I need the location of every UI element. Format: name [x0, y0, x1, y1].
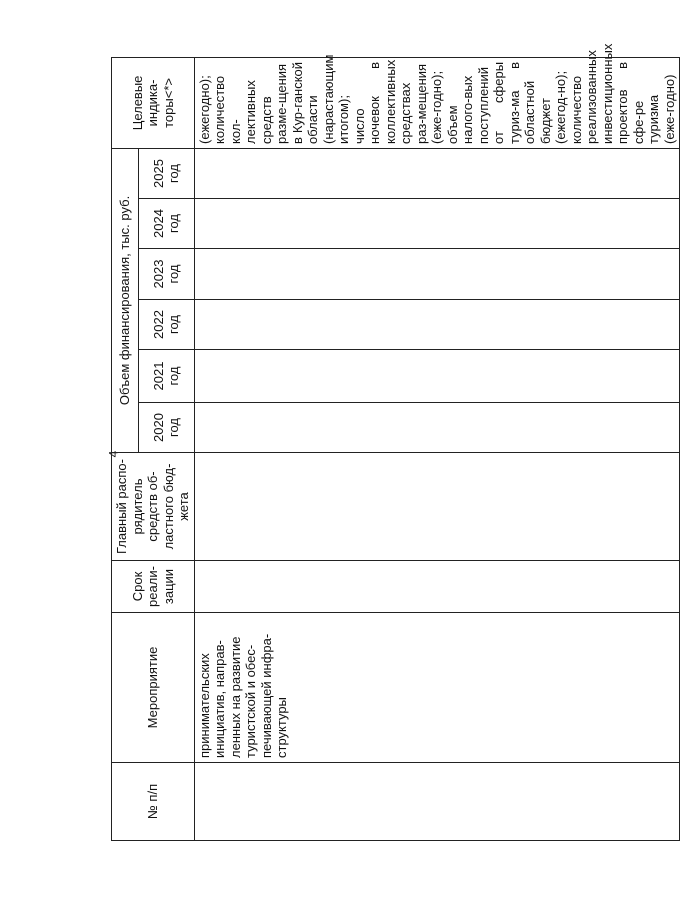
header-year-2021: 2021 год	[139, 350, 194, 403]
header-admin: Главный распо-рядитель средств об-ластного бюд-жета	[112, 453, 195, 561]
header-event: Мероприятие	[112, 613, 195, 763]
row-num	[194, 763, 680, 841]
row-event: принимательских инициатив, направ-ленных на развитие туристской и обес-печивающей инфра-структуры	[194, 613, 680, 763]
row-year-2023	[194, 249, 680, 300]
header-num: № п/п	[112, 763, 195, 841]
header-year-2020: 2020 год	[139, 403, 194, 453]
header-year-2024: 2024 год	[139, 199, 194, 249]
row-term	[194, 561, 680, 613]
row-year-2022	[194, 300, 680, 350]
rotated-table-wrapper	[111, 43, 677, 841]
row-year-2020	[194, 403, 680, 453]
header-year-2025: 2025 год	[139, 148, 194, 198]
row-year-2024	[194, 199, 680, 249]
page-number: 4	[106, 450, 121, 458]
row-year-2025	[194, 148, 680, 198]
row-admin	[194, 453, 680, 561]
row-year-2021	[194, 350, 680, 403]
header-year-2022: 2022 год	[139, 300, 194, 350]
header-indicators: Целевые индика-торы<*>	[112, 57, 195, 148]
row-indicators: (ежегодно); количество кол-лективных средств разме-щения в Кур-ганской области (нарастающим итогом); число ночевок в коллективных средствах раз-мещения (еже-годно); объем налого-вых поступлений от сферы туриз-ма в областной бюджет (ежегод-но); количество реализованных инвестиционных проектов в сфе-ре туризма (еже-годно)	[194, 57, 680, 148]
header-funding: Объем финансирования, тыс. руб.	[112, 148, 139, 452]
program-table	[111, 43, 680, 841]
header-year-2023: 2023 год	[139, 249, 194, 300]
header-term: Срок реали-зации	[112, 561, 195, 613]
